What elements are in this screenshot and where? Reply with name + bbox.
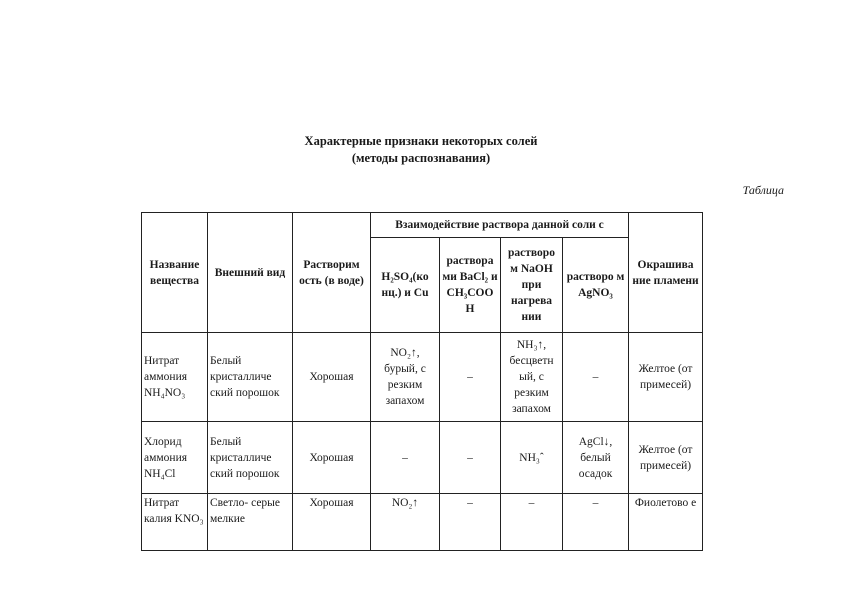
cell-h2so4: NO₂↑ bbox=[371, 494, 440, 551]
cell-name: Хлорид аммония NH₄Cl bbox=[142, 422, 208, 494]
header-appearance: Внешний вид bbox=[208, 213, 293, 333]
cell-agno3: AgCl↓, белый осадок bbox=[563, 422, 629, 494]
cell-h2so4: – bbox=[371, 422, 440, 494]
header-interaction: Взаимодействие раствора данной соли с bbox=[371, 213, 629, 238]
header-agno3: растворо м AgNO₃ bbox=[563, 238, 629, 333]
cell-bacl2: – bbox=[440, 422, 501, 494]
header-naoh: растворо м NaOH при нагрева нии bbox=[501, 238, 563, 333]
cell-bacl2: – bbox=[440, 494, 501, 551]
cell-appearance: Светло- серые мелкие bbox=[208, 494, 293, 551]
header-h2so4: H₂SO₄(ко нц.) и Cu bbox=[371, 238, 440, 333]
table-caption: Таблица bbox=[742, 183, 784, 197]
cell-bacl2: – bbox=[440, 333, 501, 422]
cell-name: Нитрат калия KNO₃ bbox=[142, 494, 208, 551]
cell-solubility: Хорошая bbox=[293, 333, 371, 422]
salts-table bbox=[141, 212, 703, 551]
table-row bbox=[142, 494, 703, 551]
cell-solubility: Хорошая bbox=[293, 422, 371, 494]
cell-flame: Желтое (от примесей) bbox=[629, 422, 703, 494]
cell-solubility: Хорошая bbox=[293, 494, 371, 551]
table-row bbox=[142, 422, 703, 494]
header-name: Название вещества bbox=[142, 213, 208, 333]
cell-naoh: – bbox=[501, 494, 563, 551]
cell-agno3: – bbox=[563, 333, 629, 422]
header-flame: Окрашива ние пламени bbox=[629, 213, 703, 333]
cell-name: Нитрат аммония NH₄NO₃ bbox=[142, 333, 208, 422]
cell-h2so4: NO₂↑, бурый, с резким запахом bbox=[371, 333, 440, 422]
cell-flame: Желтое (от примесей) bbox=[629, 333, 703, 422]
cell-naoh: NH₃↑, бесцветн ый, с резким запахом bbox=[501, 333, 563, 422]
cell-appearance: Белый кристалличе ский порошок bbox=[208, 333, 293, 422]
table-title bbox=[221, 133, 621, 167]
header-row-1 bbox=[142, 213, 703, 238]
header-bacl2: раствора ми BaCl₂ и CH₃COO H bbox=[440, 238, 501, 333]
cell-agno3: – bbox=[563, 494, 629, 551]
title-line-2: (методы распознавания) bbox=[351, 151, 491, 165]
cell-appearance: Белый кристалличе ский порошок bbox=[208, 422, 293, 494]
title-line-1: Характерные признаки некоторых солей bbox=[304, 134, 538, 148]
table-row bbox=[142, 333, 703, 422]
cell-flame: Фиолетово е bbox=[629, 494, 703, 551]
cell-naoh: NH₃ˆ bbox=[501, 422, 563, 494]
header-solubility: Растворим ость (в воде) bbox=[293, 213, 371, 333]
